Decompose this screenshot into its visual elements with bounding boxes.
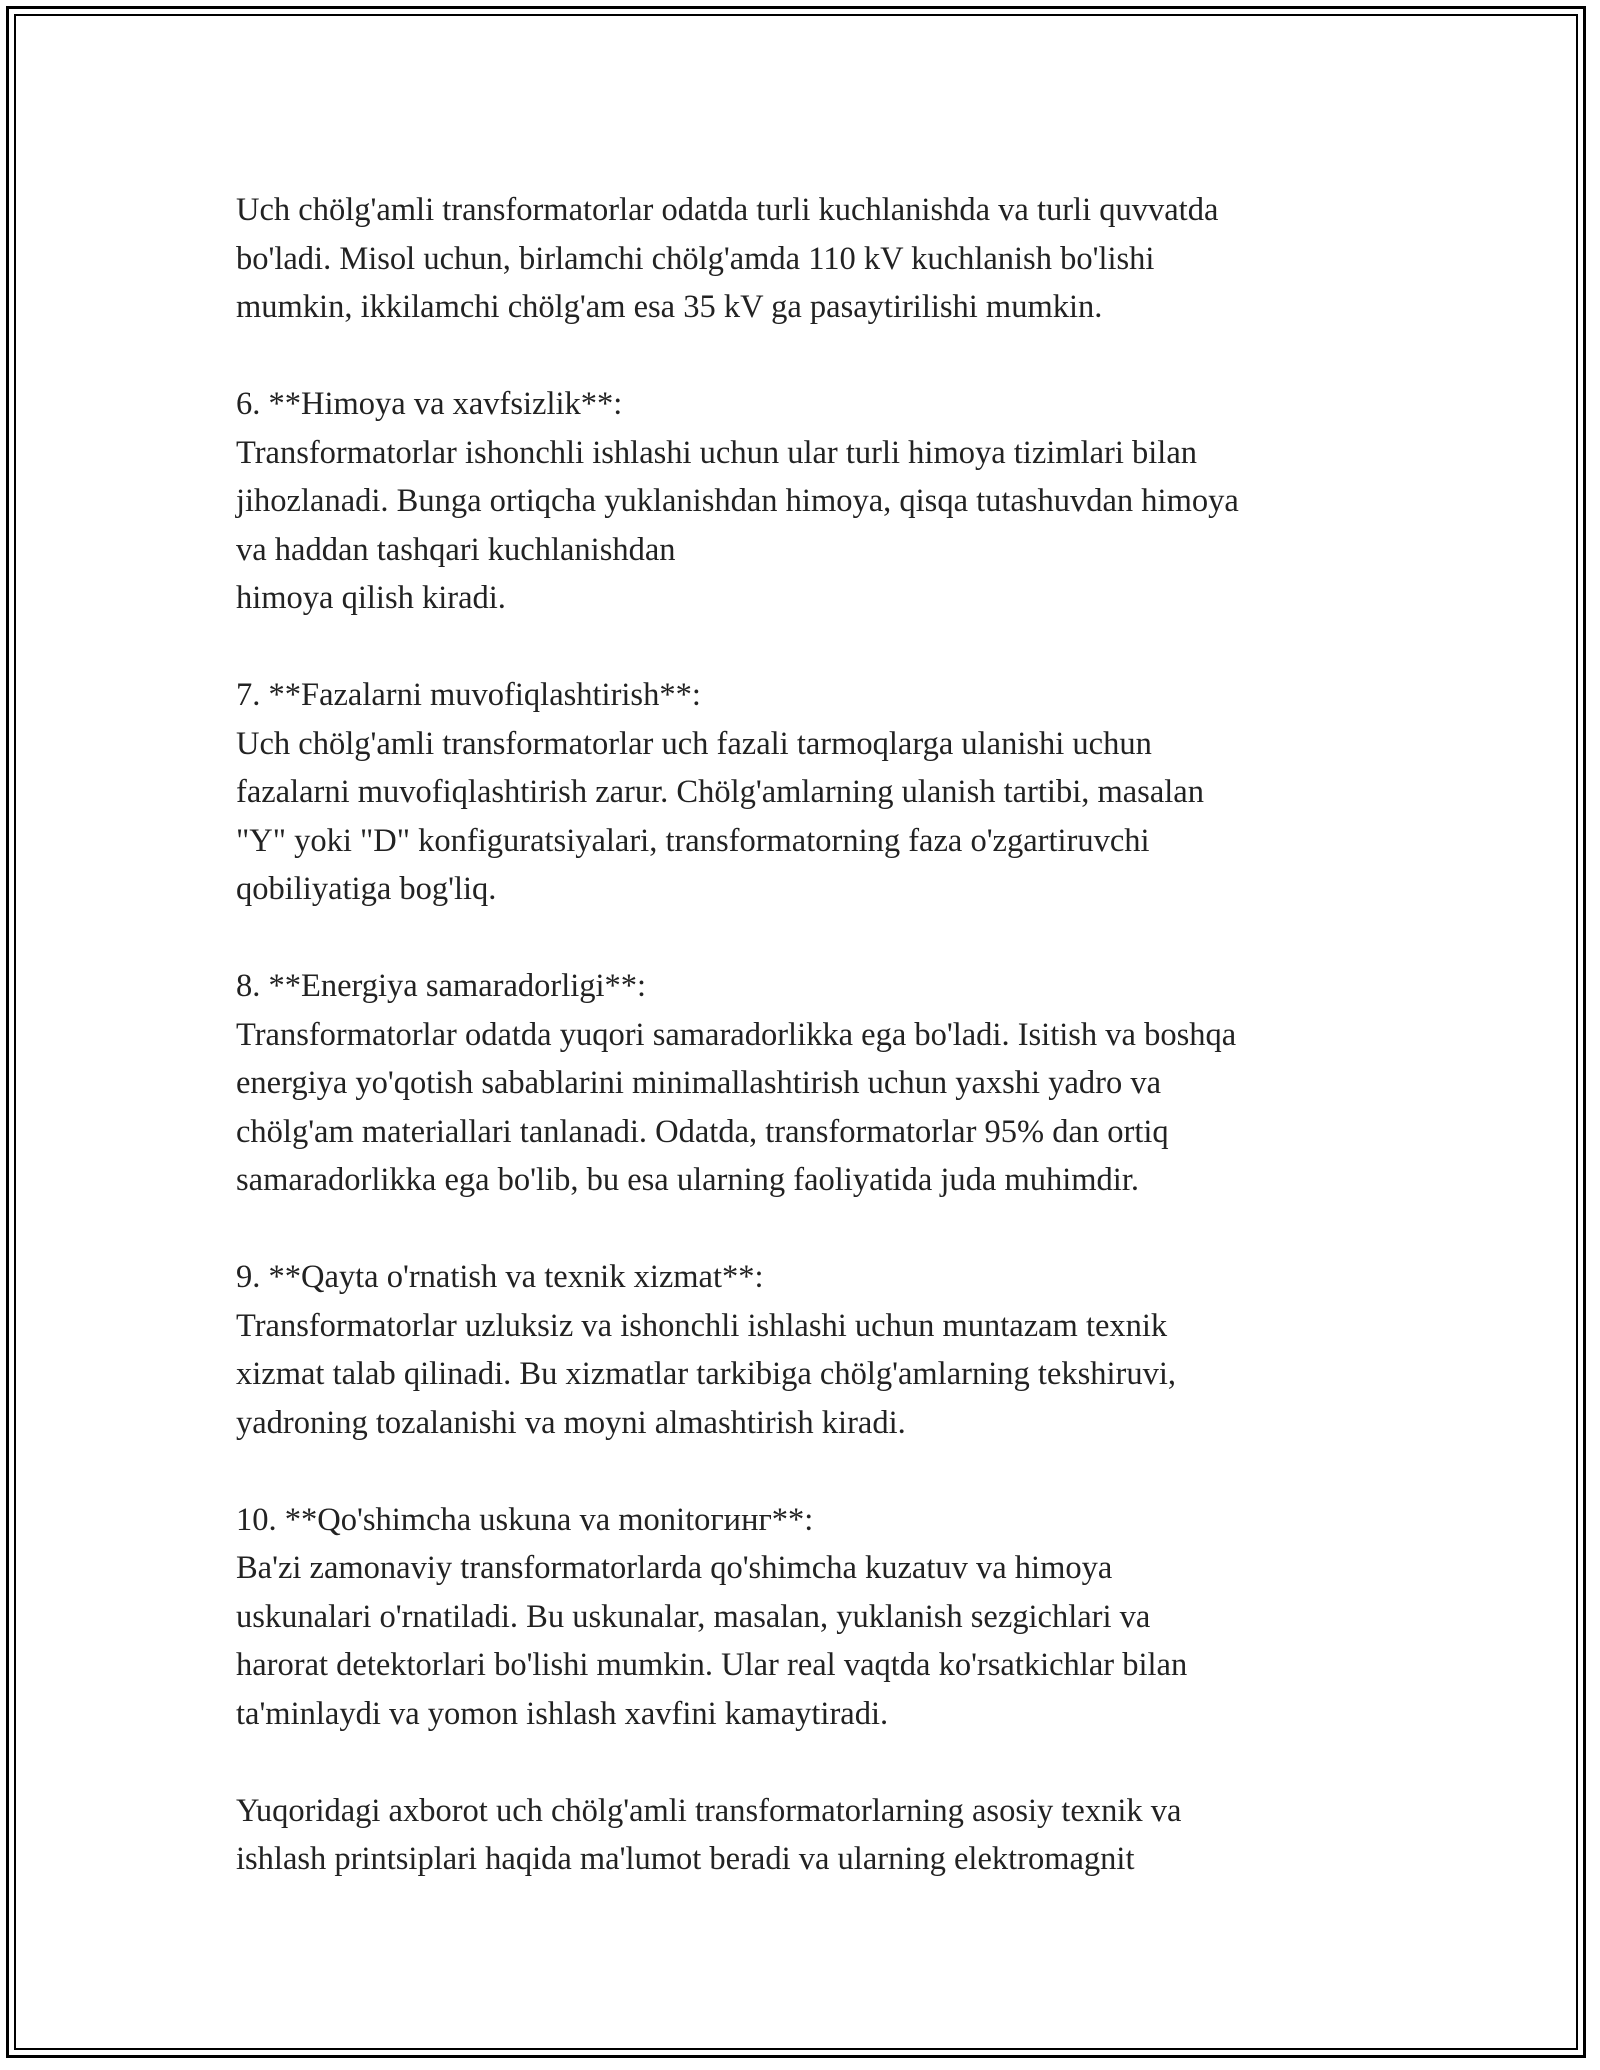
text-line: fazalarni muvofiqlashtirish zarur. Chölg'amlarning ulanish tartibi, masalan [236, 774, 1204, 810]
text-line: mumkin, ikkilamchi chölg'am esa 35 kV ga pasaytirilishi mumkin. [236, 289, 1103, 325]
text-line: Transformatorlar uzluksiz va ishonchli ishlashi uchun muntazam texnik [236, 1307, 1168, 1344]
blank-line [236, 623, 1396, 672]
blank-line [236, 1205, 1396, 1254]
section-heading: 9. **Qayta o'rnatish va texnik xizmat**: [236, 1259, 764, 1295]
section-heading: 7. **Fazalarni muvofiqlashtirish**: [236, 677, 701, 713]
text-line: Transformatorlar odatda yuqori samaradorlikka ega bo'ladi. Isitish va boshqa [236, 1016, 1237, 1053]
text-line: ishlash printsiplari haqida ma'lumot beradi va ularning elektromagnit [236, 1841, 1135, 1877]
blank-line [236, 1447, 1396, 1496]
text-line: himoya qilish kiradi. [236, 580, 506, 616]
text-line: jihozlanadi. Bunga ortiqcha yuklanishdan himoya, qisqa tutashuvdan himoya [236, 483, 1239, 519]
text-line: bo'ladi. Misol uchun, birlamchi chölg'amda 110 kV kuchlanish bo'lishi [236, 240, 1155, 277]
text-line: Uch chölg'amli transformatorlar uch fazali tarmoqlarga ulanishi uchun [236, 725, 1152, 762]
text-line: qobiliyatiga bog'liq. [236, 871, 497, 907]
text-line: "Y" yoki "D" konfiguratsiyalari, transformatorning faza o'zgartiruvchi [236, 822, 1150, 859]
blank-line [236, 332, 1396, 381]
text-line: Uch chölg'amli transformatorlar odatda turli kuchlanishda va turli quvvatda [236, 192, 1219, 228]
text-line: energiya yo'qotish sabablarini minimallashtirish uchun yaxshi yadro va [236, 1065, 1161, 1101]
text-line: xizmat talab qilinadi. Bu xizmatlar tarkibiga chölg'amlarning tekshiruvi, [236, 1356, 1176, 1392]
section-heading: 6. **Himoya va xavfsizlik**: [236, 386, 623, 422]
blank-line [236, 914, 1396, 963]
blank-line [236, 1738, 1396, 1787]
text-line: chölg'am materiallari tanlanadi. Odatda, transformatorlar 95% dan ortiq [236, 1113, 1169, 1150]
text-line: ta'minlaydi va yomon ishlash xavfini kamaytiradi. [236, 1695, 889, 1732]
text-line: yadroning tozalanishi va moyni almashtirish kiradi. [236, 1404, 906, 1441]
text-line: uskunalari o'rnatiladi. Bu uskunalar, masalan, yuklanish sezgichlari va [236, 1598, 1151, 1635]
text-line: samaradorlikka ega bo'lib, bu esa ularning faoliyatida juda muhimdir. [236, 1162, 1139, 1198]
section-heading: 10. **Qo'shimcha uskuna va monitoгинг**: [236, 1501, 814, 1538]
document-body [236, 186, 1396, 1884]
section-heading: 8. **Energiya samaradorligi**: [236, 968, 647, 1004]
text-line: Transformatorlar ishonchli ishlashi uchun ular turli himoya tizimlari bilan [236, 434, 1197, 471]
text-line: Ba'zi zamonaviy transformatorlarda qo'shimcha kuzatuv va himoya [236, 1550, 1113, 1586]
text-line: va haddan tashqari kuchlanishdan [236, 531, 676, 568]
text-line: harorat detektorlari bo'lishi mumkin. Ular real vaqtda ko'rsatkichlar bilan [236, 1647, 1188, 1683]
text-line: Yuqoridagi axborot uch chölg'amli transformatorlarning asosiy texnik va [236, 1792, 1182, 1829]
